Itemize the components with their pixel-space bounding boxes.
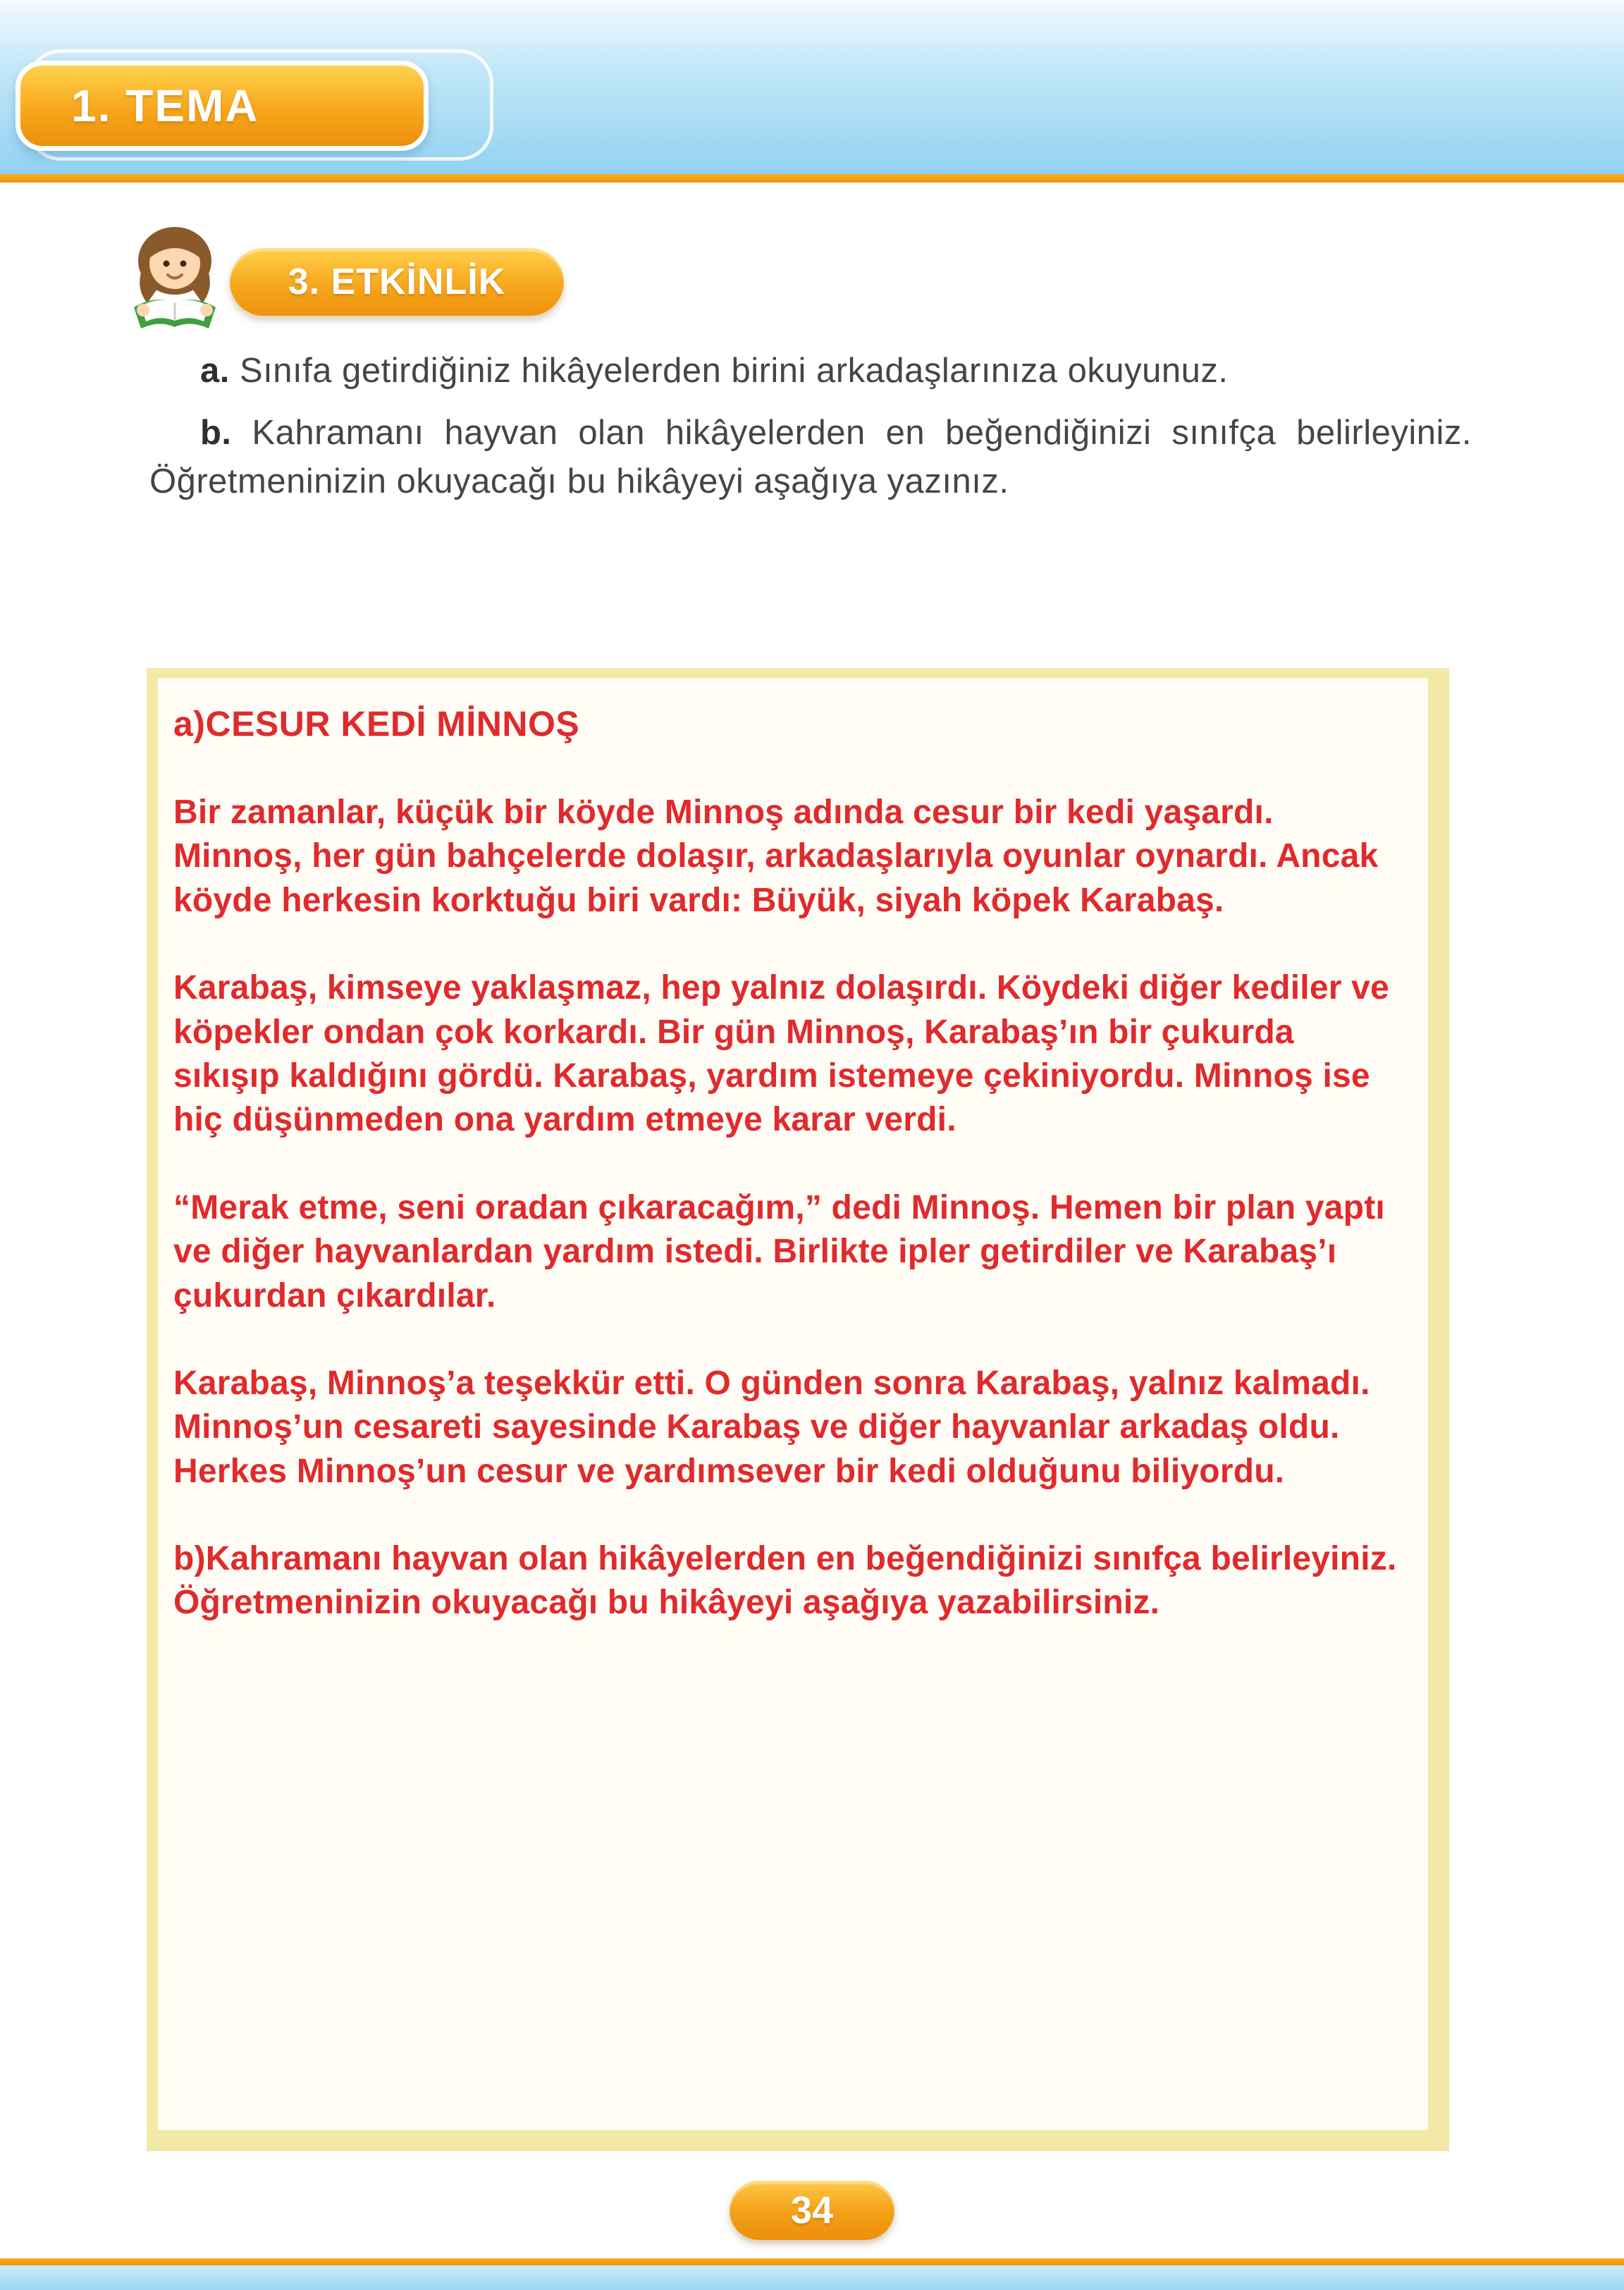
answer-paragraph: Karabaş, kimseye yaklaşmaz, hep yalnız dolaşırdı. Köydeki diğer kediler ve köpekler ondan çok korkardı. Bir gün Minnoş, Karabaş’ın bir çukurda sıkışıp kaldığını gördü. Karabaş, yardım istemeye çekiniyordu. Minnoş ise hiç düşünmeden ona yardım etmeye karar verdi. — [173, 969, 1389, 1139]
answer-writing-area[interactable] — [158, 678, 1428, 2130]
instruction-a — [149, 347, 1472, 396]
mascot-girl-reading-icon — [104, 217, 252, 337]
answer-writing-box[interactable] — [147, 668, 1449, 2151]
activity-banner — [230, 248, 564, 316]
answer-title: a)CESUR KEDİ MİNNOŞ — [173, 704, 580, 744]
answer-paragraph: Karabaş, Minnoş’a teşekkür etti. O günden sonra Karabaş, yalnız kalmadı. Minnoş’un cesareti sayesinde Karabaş ve diğer hayvanlar arkadaş oldu. Herkes Minnoş’un cesur ve yardımsever bir kedi olduğunu biliyordu. — [173, 1364, 1370, 1490]
footer-band — [0, 2265, 1624, 2290]
instructions-block — [149, 347, 1472, 519]
theme-badge-label: 1. TEMA — [71, 80, 259, 131]
activity-banner-label: 3. ETKİNLİK — [288, 261, 506, 302]
instruction-a-label: a. — [200, 352, 230, 390]
footer-divider — [0, 2258, 1624, 2265]
answer-paragraph: “Merak etme, seni oradan çıkaracağım,” dedi Minnoş. Hemen bir plan yaptı ve diğer hayvanlardan yardım istedi. Birlikte ipler getirdiler ve Karabaş’ı çukurdan çıkardılar. — [173, 1188, 1385, 1315]
instruction-a-text: Sınıfa getirdiğiniz hikâyelerden birini arkadaşlarınıza okuyunuz. — [240, 352, 1229, 390]
answer-paragraph: Bir zamanlar, küçük bir köyde Minnoş adında cesur bir kedi yaşardı. Minnoş, her gün bahçelerde dolaşır, arkadaşlarıyla oyunlar oynardı. Ancak köyde herkesin korktuğu biri vardı: Büyük, siyah köpek Karabaş. — [173, 794, 1379, 919]
page-number-badge — [730, 2181, 894, 2240]
theme-badge — [16, 61, 429, 151]
page-number: 34 — [790, 2189, 834, 2231]
header-divider — [0, 174, 1624, 183]
instruction-b-label: b. — [200, 413, 232, 452]
instruction-b-text: Kahramanı hayvan olan hikâyelerden en beğendiğinizi sınıfça belirleyiniz. Öğretmeninizin okuyacağı bu hikâyeyi aşağıya yazınız. — [149, 413, 1472, 501]
answer-paragraph: b)Kahramanı hayvan olan hikâyelerden en beğendiğinizi sınıfça belirleyiniz. Öğretmeninizin okuyacağı bu hikâyeyi aşağıya yazabilirsiniz. — [173, 1540, 1397, 1622]
instruction-b — [149, 409, 1472, 507]
